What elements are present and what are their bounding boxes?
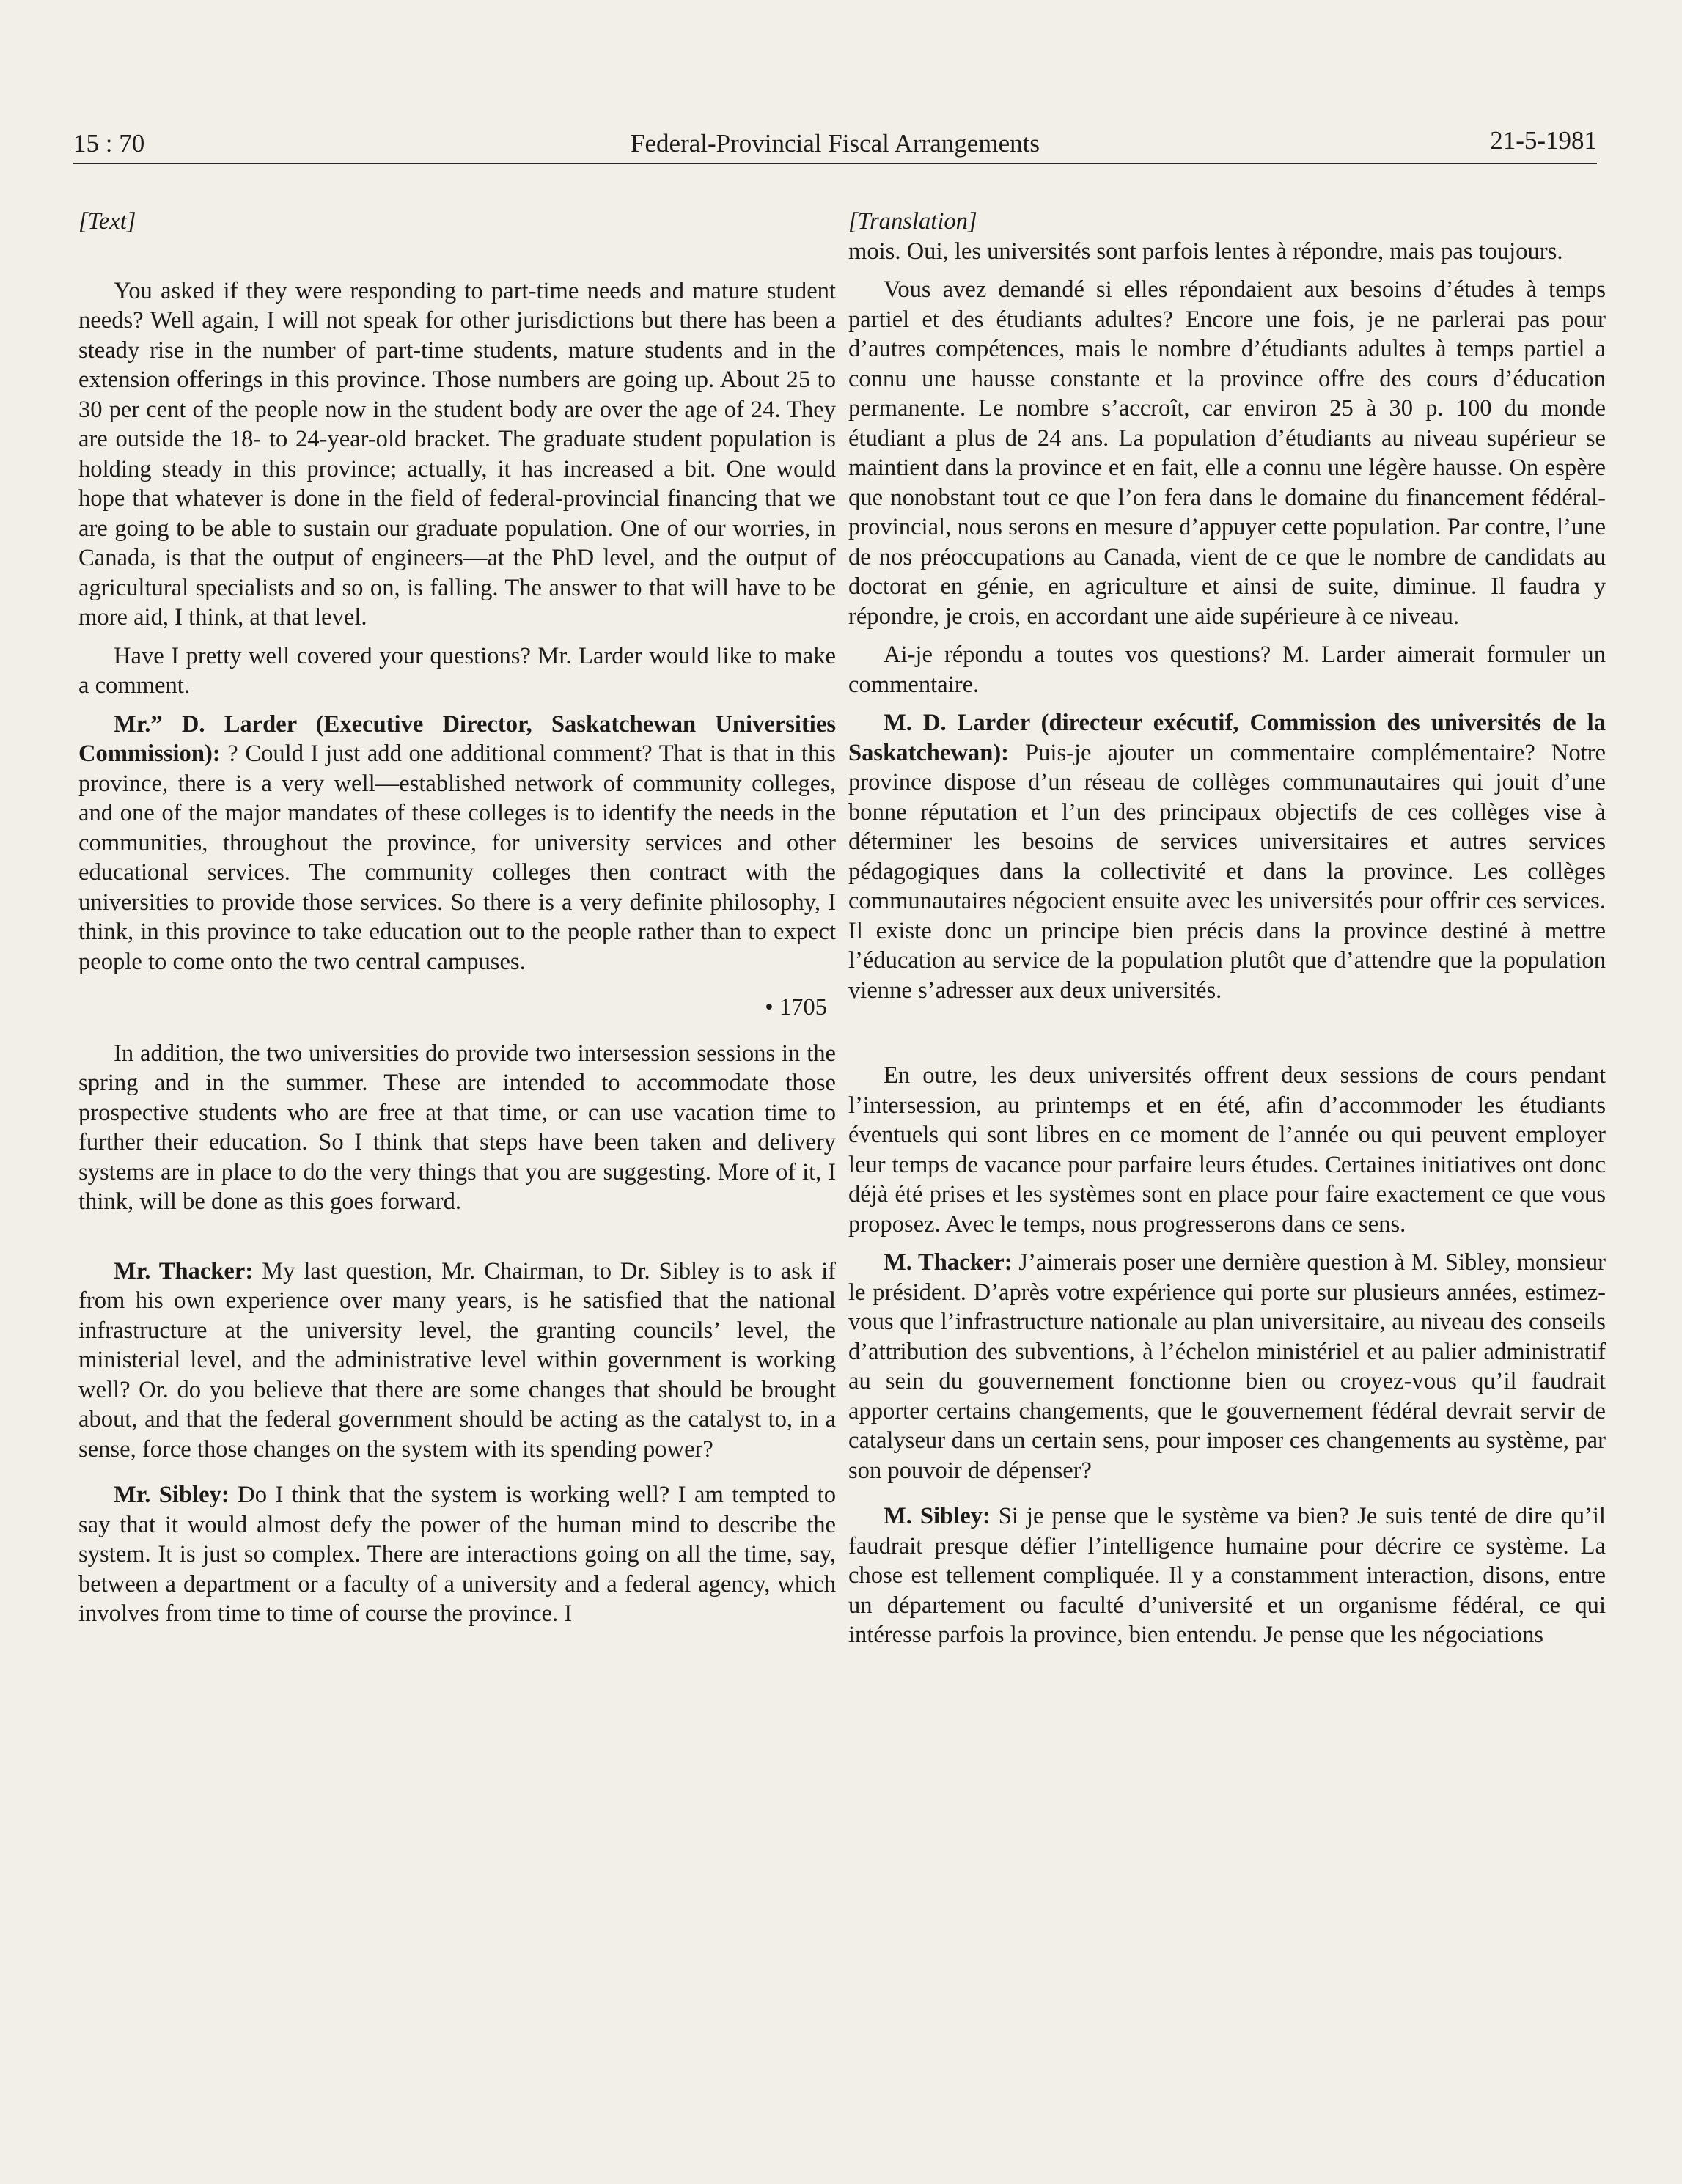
speaker-name: M. D. Larder (directeur exécutif, Commission des universités de la Saskatchewan): (848, 710, 1606, 766)
french-column (848, 207, 1606, 1650)
running-title: Federal-Provincial Fiscal Arrangements (631, 129, 1040, 158)
speech-text: Do I think that the system is working well? I am tempted to say that it would almost defy the power of the human mind to describe the system. It is just so complex. There are interactions going on all the time, say, between a department or a faculty of a university and a federal agency, which involves from time to time of course the province. I (78, 1482, 837, 1627)
header-rule (73, 163, 1597, 164)
speaker-name: Mr. Sibley: (114, 1482, 229, 1508)
paragraph: Ai-je répondu a toutes vos questions? M. Larder aimerait formuler un commentaire. (848, 641, 1606, 698)
translation-tag: [Translation] (848, 208, 977, 235)
speaker-name: Mr. Thacker: (114, 1257, 254, 1284)
speaker-paragraph (848, 708, 1606, 1005)
speech-text: Si je pense que le système va bien? Je suis tenté de dire qu’il faudrait presque défier l’intelligence humaine pour décrire ce système. La chose est tellement compliquée. Il y a constamment interaction, disons, entre un département ou faculté d’université et un organisme fédéral, ce qui intéresse parfois la province, bien entendu. Je pense que les négociations (848, 1503, 1606, 1648)
paragraph: Have I pretty well covered your questions? Mr. Larder would like to make a comment. (78, 642, 836, 699)
speaker-name: M. Sibley: (884, 1503, 991, 1529)
page-number: 15 : 70 (73, 129, 145, 158)
speaker-paragraph (78, 1480, 836, 1629)
speech-text: ? Could I just add one additional comment? That is that in this province, there is a very well—established network of community colleges, and one of the major mandates of these colleges is to identify the needs in the communities, throughout the province, for university services and other educational services. The community colleges then contract with the universities to provide those services. So there is a very definite philosophy, I think, in this province to take education out to the people rather than to expect people to come onto the two central campuses. (78, 740, 836, 975)
page-header (73, 117, 1597, 164)
paragraph: You asked if they were responding to part-time needs and mature student needs? Well again, I will not speak for other jurisdictions but there has been a steady rise in the number of part-time students, mature students and in the extension offerings in this province. Those numbers are going up. About 25 to 30 per cent of the people now in the student body are over the age of 24. They are outside the 18- to 24-year-old bracket. The graduate student population is holding steady in this province; actually, it has increased a bit. One would hope that whatever is done in the field of federal-provincial financing that we are going to be able to sustain our graduate population. One of our worries, in Canada, is that the output of engineers—at the PhD level, and the output of agricultural specialists and so on, is falling. The answer to that will have to be more aid, I think, at that level. (78, 277, 836, 630)
speaker-name: Mr.” D. Larder (Executive Director, Saskatchewan Universities Commission): (78, 710, 836, 767)
time-stamp: • 1705 (765, 994, 827, 1021)
speaker-paragraph (78, 1257, 836, 1465)
speech-text: Puis-je ajouter un commentaire complémentaire? Notre province dispose d’un réseau de collèges communautaires qui jouit d’une bonne réputation et l’un des principaux objectifs de ces collèges vise à déterminer les besoins de services universitaires et autres services pédagogiques dans la collectivité et dans la province. Les collèges communautaires négocient ensuite avec les universités pour offrir ces services. Il existe donc un principe bien précis dans la province destiné à mettre l’éducation au service de la population plutôt que d’attendre que la population vienne s’adresser aux deux universités. (848, 739, 1606, 1004)
speaker-paragraph (848, 1248, 1606, 1485)
text-tag: [Text] (78, 208, 136, 235)
speech-text: My last question, Mr. Chairman, to Dr. Sibley is to ask if from his own experience over many years, is he satisfied that the national infrastructure at the university level, the granting councils’ level, the ministerial level, and the administrative level within government is working well? Or. do you believe that there are some changes that should be brought about, and that the federal government should be acting as the catalyst to, in a sense, force those changes on the system with its spending power? (78, 1257, 837, 1463)
paragraph: mois. Oui, les universités sont parfois lentes à répondre, mais pas toujours. (848, 238, 1563, 265)
english-column (78, 207, 836, 1629)
speaker-name: M. Thacker: (884, 1249, 1013, 1276)
paragraph: En outre, les deux universités offrent deux sessions de cours pendant l’intersession, au printemps et en été, afin d’accommoder les étudiants éventuels qui sont libres en ce moment de l’année ou qui peuvent employer leur temps de vacance pour parfaire leurs études. Certaines initiatives ont donc déjà été prises et les systèmes sont en place pour faire exactement ce que vous proposez. Avec le temps, nous progresserons dans ce sens. (848, 1062, 1606, 1238)
paragraph: Vous avez demandé si elles répondaient aux besoins d’études à temps partiel et des étudiants adultes? Encore une fois, je ne parlerai pas pour d’autres compétences, mais le nombre d’étudiants adultes à temps partiel a connu une hausse constante et la province offre des cours d’éducation permanente. Le nombre s’accroît, car environ 25 à 30 p. 100 du monde étudiant a plus de 24 ans. La population d’étudiants au niveau supérieur se maintient dans la province et en fait, elle a connu une légère hausse. On espère que nonobstant tout ce que l’on fera dans le domaine du financement fédéral-provincial, nous serons en mesure d’appuyer cette population. Par contre, l’une de nos préoccupations au Canada, vient de ce que le nombre de candidats au doctorat en génie, en agriculture et ainsi de suite, diminue. Il faudra y répondre, je crois, en accordant une aide supérieure à ce niveau. (848, 276, 1606, 630)
speaker-paragraph (78, 710, 836, 977)
paragraph: In addition, the two universities do provide two intersession sessions in the spring and in the summer. These are intended to accommodate those prospective students who are free at that time, or can use vacation time to further their education. So I think that steps have been taken and delivery systems are in place to do the very things that you are suggesting. More of it, I think, will be done as this goes forward. (78, 1040, 836, 1215)
speech-text: J’aimerais poser une dernière question à M. Sibley, monsieur le président. D’après votre expérience qui porte sur plusieurs années, estimez-vous que l’infrastructure nationale au plan universitaire, au niveau des conseils d’attribution des subventions, à l’échelon ministériel et au palier administratif au sein du gouvernement fonctionne bien ou croyez-vous qu’il faudrait apporter certains changements, que le gouvernement fédéral devrait servir de catalyseur dans un certain sens, pour imposer ces changements au système, par son pouvoir de dépenser? (848, 1249, 1606, 1484)
header-date: 21-5-1981 (1490, 126, 1597, 155)
speaker-paragraph (848, 1501, 1606, 1650)
